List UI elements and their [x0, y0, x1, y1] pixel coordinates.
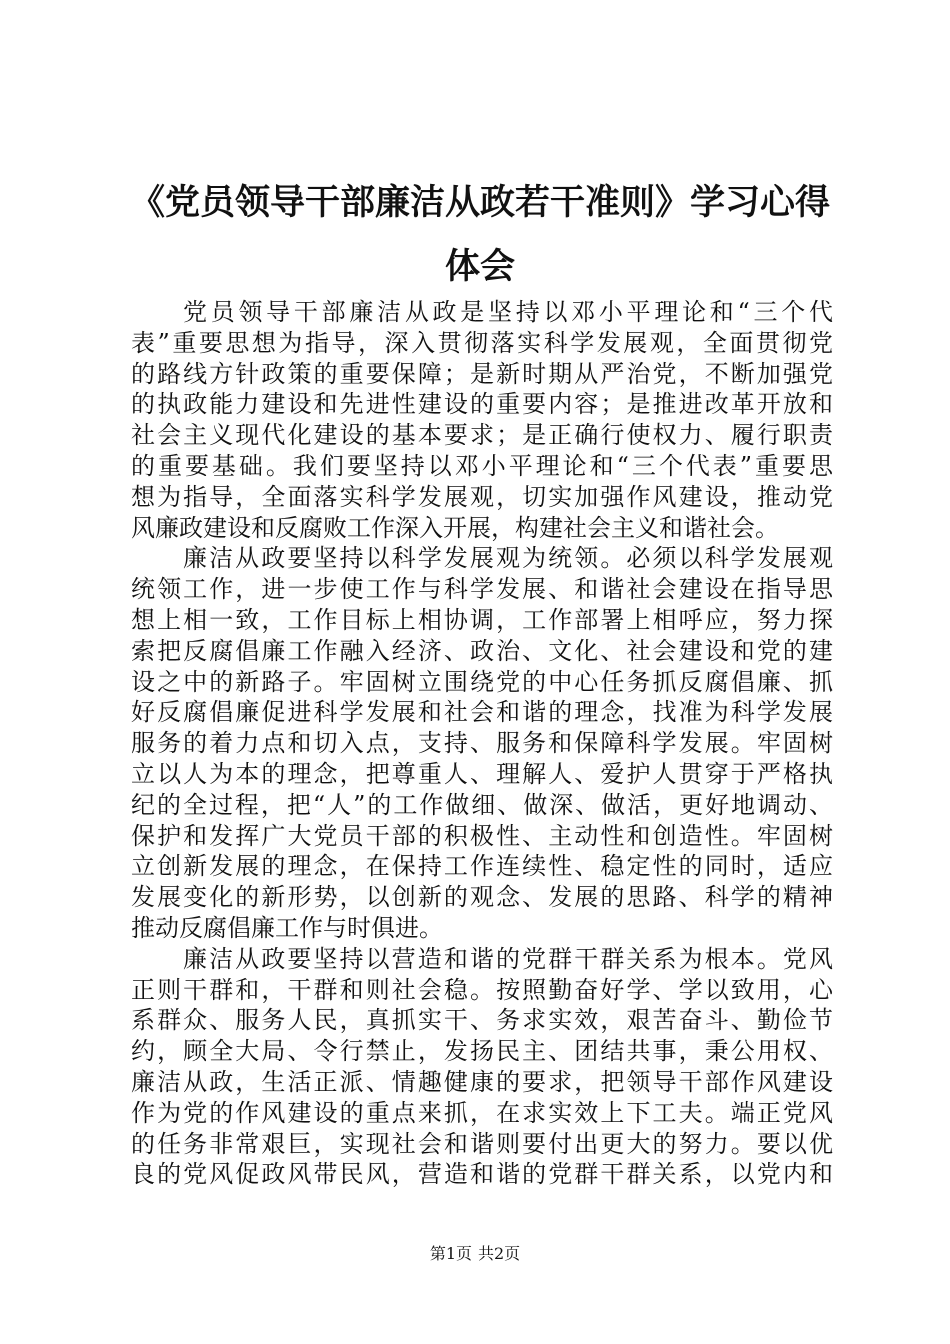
page-number: 第1页: [429, 1244, 472, 1263]
body-line: 立创新发展的理念，在保持工作连续性、稳定性的同时，适应: [131, 852, 833, 881]
body-line: 系群众、服务人民，真抓实干、务求实效，艰苦奋斗、勤俭节: [131, 1006, 833, 1035]
body-line: 党员领导干部廉洁从政是坚持以邓小平理论和“三个代: [183, 298, 833, 326]
body-line: 的任务非常艰巨，实现社会和谐则要付出更大的努力。要以优: [131, 1129, 833, 1158]
body-line: 良的党风促政风带民风，营造和谐的党群干群关系，以党内和: [131, 1160, 833, 1189]
body-line: 发展变化的新形势，以创新的观念、发展的思路、科学的精神: [131, 883, 833, 912]
body-line: 廉洁从政要坚持以营造和谐的党群干群关系为根本。党风: [183, 944, 833, 973]
page-footer: [0, 1241, 950, 1264]
body-line: 约，顾全大局、令行禁止，发扬民主、团结共事，秉公用权、: [131, 1037, 833, 1066]
body-line: 的重要基础。我们要坚持以邓小平理论和“三个代表”重要思: [131, 451, 833, 480]
body-line: 社会主义现代化建设的基本要求；是正确行使权力、履行职责: [131, 421, 833, 450]
body-line: 正则干群和，干群和则社会稳。按照勤奋好学、学以致用，心: [131, 975, 833, 1004]
body-line: 纪的全过程，把“人”的工作做细、做深、做活，更好地调动、: [131, 790, 833, 819]
body-line: 索把反腐倡廉工作融入经济、政治、文化、社会建设和党的建: [131, 636, 833, 665]
body-line: 统领工作，进一步使工作与科学发展、和谐社会建设在指导思: [131, 575, 833, 604]
body-line: 的执政能力建设和先进性建设的重要内容；是推进改革开放和: [131, 390, 833, 419]
body-line: 的路线方针政策的重要保障；是新时期从严治党，不断加强党: [131, 359, 833, 388]
body-line: 推动反腐倡廉工作与时俱进。: [131, 913, 443, 942]
document-title-line-2: 体会: [444, 247, 515, 287]
body-line: 保护和发挥广大党员干部的积极性、主动性和创造性。牢固树: [131, 821, 833, 850]
body-line: 设之中的新路子。牢固树立围绕党的中心任务抓反腐倡廉、抓: [131, 667, 833, 696]
document-title-line-1: 《党员领导干部廉洁从政若干准则》学习心得: [130, 183, 831, 223]
body-line: 廉洁从政要坚持以科学发展观为统领。必须以科学发展观: [183, 544, 833, 573]
body-line: 想上相一致，工作目标上相协调，工作部署上相呼应，努力探: [131, 605, 833, 634]
body-line: 服务的着力点和切入点，支持、服务和保障科学发展。牢固树: [131, 729, 833, 758]
page-total: 共2页: [478, 1244, 521, 1263]
body-line: 表”重要思想为指导，深入贯彻落实科学发展观，全面贯彻党: [131, 328, 833, 357]
document-body: [131, 297, 833, 1190]
body-line: 好反腐倡廉促进科学发展和社会和谐的理念，找准为科学发展: [131, 698, 833, 727]
body-line: 廉洁从政，生活正派、情趣健康的要求，把领导干部作风建设: [131, 1067, 833, 1096]
body-line: 立以人为本的理念，把尊重人、理解人、爱护人贯穿于严格执: [131, 759, 833, 788]
body-line: 风廉政建设和反腐败工作深入开展，构建社会主义和谐社会。: [131, 513, 779, 542]
body-line: 想为指导，全面落实科学发展观，切实加强作风建设，推动党: [131, 482, 833, 511]
body-line: 作为党的作风建设的重点来抓，在求实效上下工夫。端正党风: [131, 1098, 833, 1127]
